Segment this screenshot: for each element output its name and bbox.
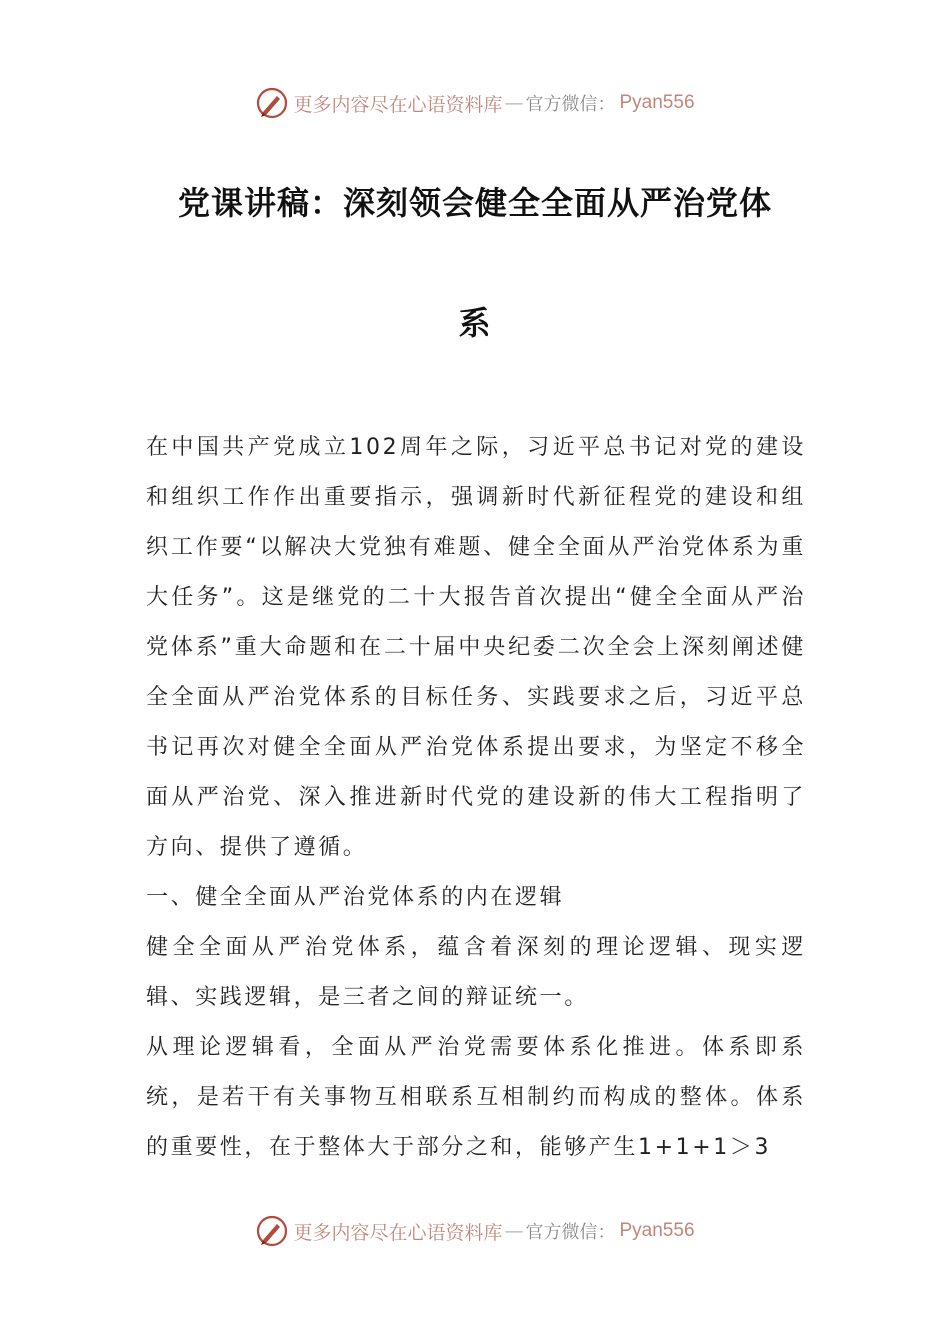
watermark-separator: — (504, 92, 524, 114)
pen-circle-logo-icon (255, 86, 289, 120)
watermark-wechat-id: Pyan556 (619, 92, 695, 113)
watermark-slogan: 更多内容尽在心语资料库 (293, 1221, 503, 1244)
watermark-wechat-label: 官方微信： (525, 1222, 616, 1243)
paragraph-logic-summary: 健全全面从严治党体系，蕴含着深刻的理论逻辑、现实逻辑、实践逻辑，是三者之间的辩证统一。 (146, 935, 806, 1010)
document-title-line-1: 党课讲稿：深刻领会健全全面从严治党体 (177, 184, 772, 222)
pen-circle-logo-icon (255, 1214, 289, 1248)
watermark-wechat-id: Pyan556 (619, 1220, 695, 1241)
watermark-slogan: 更多内容尽在心语资料库 (293, 93, 503, 116)
document-title-line-2: 系 (458, 304, 492, 342)
document-body (146, 423, 806, 1173)
watermark-banner-top (0, 83, 950, 123)
watermark-separator: — (504, 1220, 524, 1242)
watermark-banner-bottom (0, 1211, 950, 1251)
watermark-wechat-label: 官方微信： (525, 94, 616, 115)
paragraph-theoretical-logic: 从理论逻辑看，全面从严治党需要体系化推进。体系即系统，是若干有关事物互相联系互相制约而构成的整体。体系的重要性，在于整体大于部分之和，能够产生1+1+1＞3 (146, 1035, 806, 1160)
paragraph-intro: 在中国共产党成立102周年之际，习近平总书记对党的建设和组织工作作出重要指示，强调新时代新征程党的建设和组织工作要“以解决大党独有难题、健全全面从严治党体系为重大任务”。这是继党的二十大报告首次提出“健全全面从严治党体系”重大命题和在二十届中央纪委二次全会上深刻阐述健全全面从严治党体系的目标任务、实践要求之后，习近平总书记再次对健全全面从严治党体系提出要求，为坚定不移全面从严治党、深入推进新时代党的建设新的伟大工程指明了方向、提供了遵循。 (146, 435, 806, 860)
section-heading-1: 一、健全全面从严治党体系的内在逻辑 (146, 885, 565, 910)
